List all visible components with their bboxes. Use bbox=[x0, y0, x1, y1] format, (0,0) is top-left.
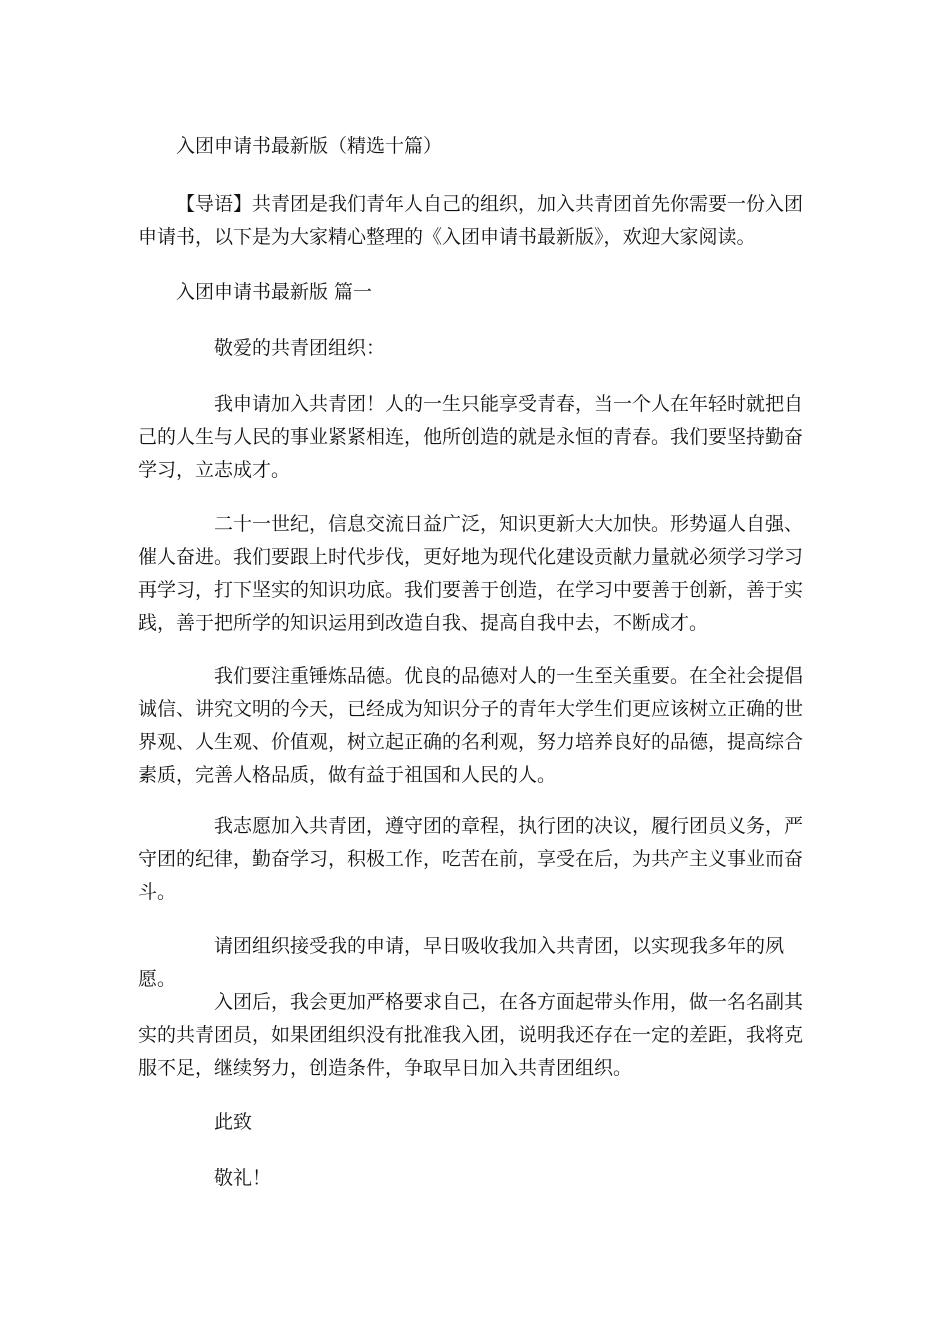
intro-paragraph: 【导语】共青团是我们青年人自己的组织，加入共青团首先你需要一份入团申请书，以下是为大家精心整理的《入团申请书最新版》，欢迎大家阅读。 bbox=[138, 193, 804, 248]
section-title: 入团申请书最新版 篇一 bbox=[176, 281, 373, 303]
salutation: 敬爱的共青团组织： bbox=[214, 337, 386, 359]
document-title: 入团申请书最新版（精选十篇） bbox=[176, 135, 443, 157]
closing-line-2: 敬礼！ bbox=[214, 1167, 272, 1189]
body-paragraph-3: 我们要注重锤炼品德。优良的品德对人的一生至关重要。在全社会提倡诚信、讲究文明的今天，已经成为知识分子的青年大学生们更应该树立正确的世界观、人生观、价值观，树立起正确的名利观，努力培养良好的品德，提高综合素质，完善人格品质，做有益于祖国和人民的人。 bbox=[138, 665, 804, 786]
body-paragraph-4: 我志愿加入共青团，遵守团的章程，执行团的决议，履行团员义务，严守团的纪律，勤奋学习，积极工作，吃苦在前，享受在后，为共产主义事业而奋斗。 bbox=[138, 815, 804, 903]
body-paragraph-5: 请团组织接受我的申请，早日吸收我加入共青团，以实现我多年的夙愿。 bbox=[138, 935, 785, 990]
body-paragraph-2: 二十一世纪，信息交流日益广泛，知识更新大大加快。形势逼人自强、催人奋进。我们要跟上时代步伐，更好地为现代化建设贡献力量就必须学习学习再学习，打下坚实的知识功底。我们要善于创造，在学习中要善于创新，善于实践，善于把所学的知识运用到改造自我、提高自我中去，不断成才。 bbox=[138, 513, 804, 634]
body-paragraph-6: 入团后，我会更加严格要求自己，在各方面起带头作用，做一名名副其实的共青团员，如果团组织没有批准我入团，说明我还存在一定的差距，我将克服不足，继续努力，创造条件，争取早日加入共青团组织。 bbox=[138, 991, 804, 1079]
closing-line-1: 此致 bbox=[214, 1111, 253, 1133]
body-paragraph-1: 我申请加入共青团！人的一生只能享受青春，当一个人在年轻时就把自己的人生与人民的事业紧紧相连，他所创造的就是永恒的青春。我们要坚持勤奋学习，立志成才。 bbox=[138, 393, 804, 481]
